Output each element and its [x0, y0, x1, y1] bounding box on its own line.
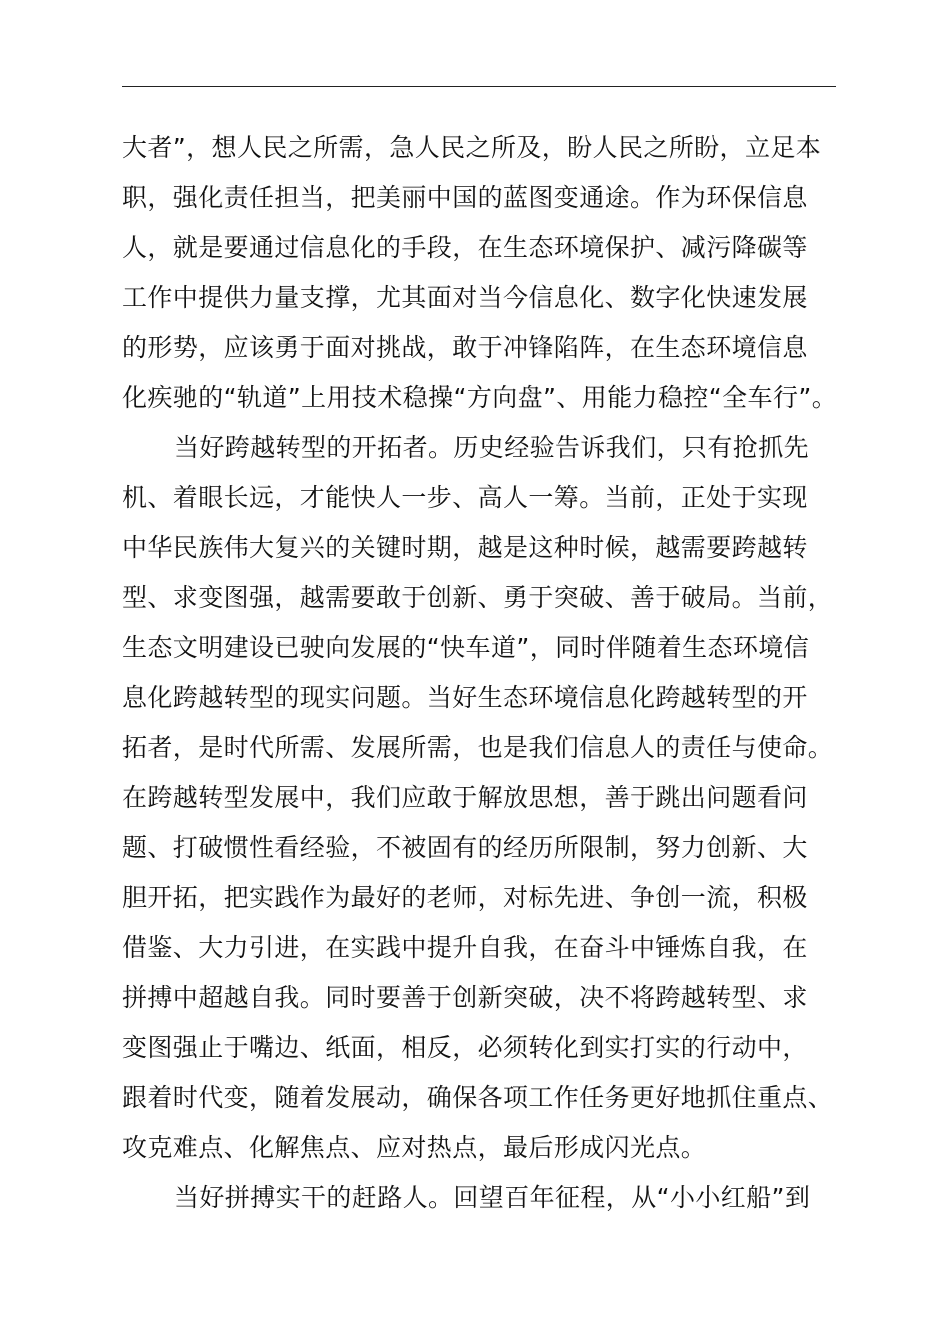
- text-line-5: 的形势，应该勇于面对挑战，敢于冲锋陷阵，在生态环境信息: [122, 333, 808, 362]
- text-line-9: 中华民族伟大复兴的关键时期，越是这种时候，越需要跨越转: [122, 533, 808, 562]
- text-line-21: 攻克难点、化解焦点、应对热点，最后形成闪光点。: [122, 1133, 707, 1162]
- text-line-20: 跟着时代变，随着发展动，确保各项工作任务更好地抓住重点、: [122, 1083, 834, 1112]
- header-rule: [122, 86, 836, 87]
- paragraph-heading-line: 当好拼搏实干的赶路人。回望百年征程，从“小小红船”到: [174, 1183, 811, 1212]
- text-line-14: 在跨越转型发展中，我们应敢于解放思想，善于跳出问题看问: [122, 783, 808, 812]
- text-line-6: 化疾驰的“轨道”上用技术稳操“方向盘”、用能力稳控“全车行”。: [122, 383, 838, 412]
- text-line-2: 职，强化责任担当，把美丽中国的蓝图变通途。作为环保信息: [122, 183, 808, 212]
- text-line-17: 借鉴、大力引进，在实践中提升自我，在奋斗中锤炼自我，在: [122, 933, 808, 962]
- text-line-15: 题、打破惯性看经验，不被固有的经历所限制，努力创新、大: [122, 833, 808, 862]
- text-line-19: 变图强止于嘴边、纸面，相反，必须转化到实打实的行动中，: [122, 1033, 808, 1062]
- text-line-3: 人，就是要通过信息化的手段，在生态环境保护、减污降碳等: [122, 233, 808, 262]
- text-line-11: 生态文明建设已驶向发展的“快车道”，同时伴随着生态环境信: [122, 633, 810, 662]
- text-line-4: 工作中提供力量支撑，尤其面对当今信息化、数字化快速发展: [122, 283, 808, 312]
- text-line-10: 型、求变图强，越需要敢于创新、勇于突破、善于破局。当前，: [122, 583, 834, 612]
- paragraph-heading-line: 当好跨越转型的开拓者。历史经验告诉我们，只有抢抓先: [174, 433, 810, 462]
- text-line-16: 胆开拓，把实践作为最好的老师，对标先进、争创一流，积极: [122, 883, 808, 912]
- text-line-18: 拼搏中超越自我。同时要善于创新突破，决不将跨越转型、求: [122, 983, 808, 1012]
- text-line-1: 大者”，想人民之所需，急人民之所及，盼人民之所盼，立足本: [122, 133, 822, 162]
- text-line-8: 机、着眼长远，才能快人一步、高人一筹。当前，正处于实现: [122, 483, 808, 512]
- text-line-13: 拓者，是时代所需、发展所需，也是我们信息人的责任与使命。: [122, 733, 834, 762]
- text-line-12: 息化跨越转型的现实问题。当好生态环境信息化跨越转型的开: [122, 683, 808, 712]
